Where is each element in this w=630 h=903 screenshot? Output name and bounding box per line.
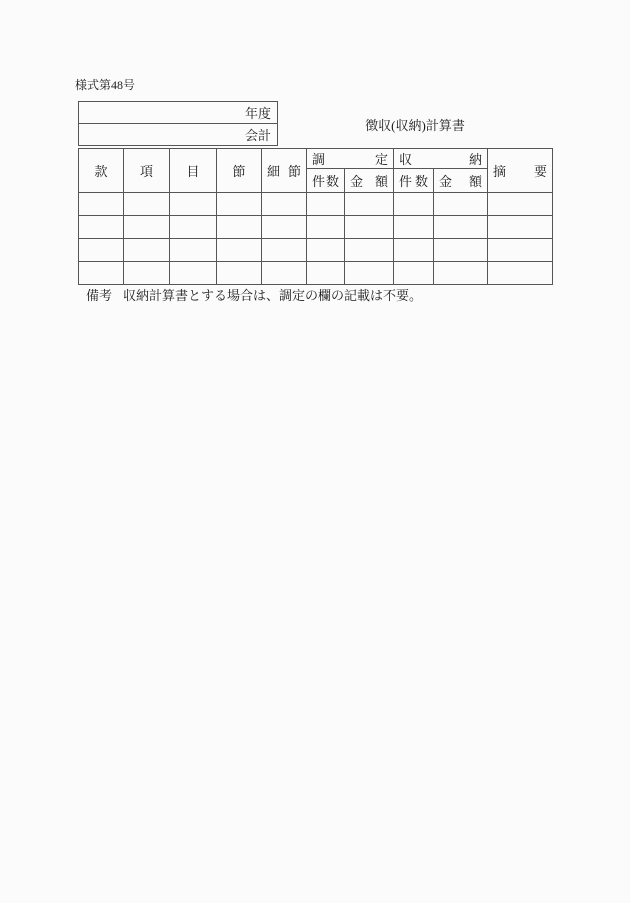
remarks-label: 備考 bbox=[86, 288, 113, 303]
empty-cell bbox=[217, 262, 262, 285]
header-tekiyo-char-1: 摘 bbox=[493, 164, 507, 179]
empty-cell bbox=[170, 216, 217, 239]
empty-cell bbox=[394, 193, 434, 216]
header-shuno-kensu-char-2: 数 bbox=[414, 174, 428, 189]
empty-cell bbox=[79, 262, 124, 285]
year-account-box bbox=[78, 101, 278, 146]
header-saisetsu-char-1: 細 bbox=[267, 164, 281, 179]
form-number-label: 様式第48号 bbox=[75, 78, 136, 92]
empty-cell bbox=[307, 239, 345, 262]
empty-cell bbox=[262, 239, 307, 262]
header-chotei-kensu-char-2: 数 bbox=[325, 174, 339, 189]
header-shuno-kingaku-char-2: 額 bbox=[468, 174, 482, 189]
remarks-text: 収納計算書とする場合は、調定の欄の記載は不要。 bbox=[123, 288, 423, 303]
empty-cell bbox=[79, 193, 124, 216]
header-group-row bbox=[79, 149, 553, 169]
empty-cell bbox=[345, 239, 394, 262]
empty-cell bbox=[170, 193, 217, 216]
header-chotei-kingaku-char-1: 金 bbox=[350, 174, 364, 189]
header-chotei-kensu bbox=[307, 169, 345, 193]
empty-cell bbox=[217, 239, 262, 262]
header-tekiyo-char-2: 要 bbox=[533, 164, 547, 179]
header-chotei-kensu-char-1: 件 bbox=[312, 174, 326, 189]
empty-cell bbox=[307, 193, 345, 216]
empty-cell bbox=[217, 216, 262, 239]
empty-cell bbox=[262, 216, 307, 239]
header-moku: 目 bbox=[170, 149, 217, 193]
empty-cell bbox=[345, 262, 394, 285]
empty-cell bbox=[217, 193, 262, 216]
empty-cell bbox=[79, 216, 124, 239]
header-shuno-kingaku bbox=[434, 169, 488, 193]
empty-cell bbox=[345, 216, 394, 239]
empty-cell bbox=[124, 193, 170, 216]
empty-cell bbox=[434, 216, 488, 239]
empty-cell bbox=[434, 193, 488, 216]
header-saisetsu bbox=[262, 149, 307, 193]
empty-cell bbox=[434, 239, 488, 262]
empty-cell bbox=[488, 216, 553, 239]
fiscal-year-cell: 年度 bbox=[79, 102, 278, 124]
empty-cell bbox=[79, 239, 124, 262]
header-chotei-kingaku-char-2: 額 bbox=[374, 174, 388, 189]
header-shuno-char-2: 納 bbox=[468, 152, 482, 167]
header-shuno-group bbox=[394, 149, 488, 169]
empty-cell bbox=[488, 262, 553, 285]
table-row bbox=[79, 262, 553, 285]
account-cell: 会計 bbox=[79, 124, 278, 146]
empty-cell bbox=[345, 193, 394, 216]
account-row bbox=[79, 124, 278, 146]
document-title: 徴収(収納)計算書 bbox=[365, 117, 465, 133]
empty-cell bbox=[394, 216, 434, 239]
header-chotei-char-1: 調 bbox=[312, 152, 326, 167]
table-row bbox=[79, 216, 553, 239]
table-row bbox=[79, 239, 553, 262]
empty-cell bbox=[262, 193, 307, 216]
empty-cell bbox=[488, 239, 553, 262]
empty-cell bbox=[124, 262, 170, 285]
header-chotei-char-2: 定 bbox=[374, 152, 388, 167]
header-chotei-group bbox=[307, 149, 394, 169]
header-shuno-kensu-char-1: 件 bbox=[399, 174, 413, 189]
empty-cell bbox=[488, 193, 553, 216]
header-kan: 款 bbox=[79, 149, 124, 193]
empty-cell bbox=[170, 239, 217, 262]
empty-cell bbox=[307, 262, 345, 285]
empty-cell bbox=[170, 262, 217, 285]
header-chotei-kingaku bbox=[345, 169, 394, 193]
empty-cell bbox=[262, 262, 307, 285]
header-shuno-char-1: 収 bbox=[399, 152, 413, 167]
empty-cell bbox=[434, 262, 488, 285]
empty-cell bbox=[124, 239, 170, 262]
empty-cell bbox=[394, 239, 434, 262]
header-shuno-kensu bbox=[394, 169, 434, 193]
collection-calculation-table bbox=[78, 148, 553, 285]
empty-cell bbox=[307, 216, 345, 239]
header-kou: 項 bbox=[124, 149, 170, 193]
header-tekiyo bbox=[488, 149, 553, 193]
header-saisetsu-char-2: 節 bbox=[287, 164, 301, 179]
header-shuno-kingaku-char-1: 金 bbox=[439, 174, 453, 189]
header-setsu: 節 bbox=[217, 149, 262, 193]
empty-cell bbox=[124, 216, 170, 239]
fiscal-year-row bbox=[79, 102, 278, 124]
empty-cell bbox=[394, 262, 434, 285]
remarks-note bbox=[86, 288, 422, 304]
table-row bbox=[79, 193, 553, 216]
